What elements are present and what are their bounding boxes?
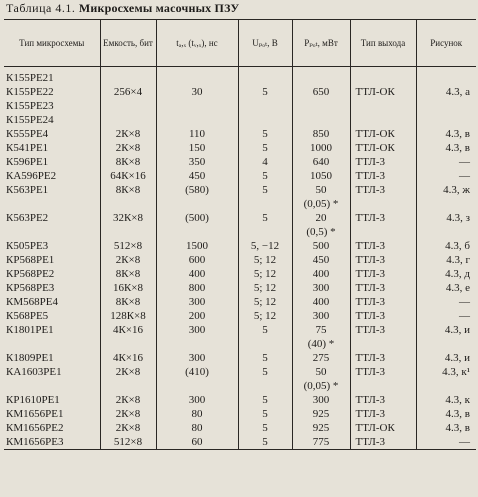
cell-output-type: ТТЛ-3: [350, 295, 416, 309]
cell-output-type: [350, 99, 416, 113]
table-row: [4, 309, 476, 323]
cell-capacity: 8К×8: [100, 155, 156, 169]
cell-capacity: [100, 67, 156, 86]
table-row: [4, 365, 476, 379]
table-row: [4, 225, 476, 239]
cell-figure: [416, 113, 476, 127]
cell-voltage: [238, 99, 292, 113]
table-row: [4, 127, 476, 141]
cell-power: 300: [292, 393, 350, 407]
cell-access-time: [156, 99, 238, 113]
cell-capacity: 128К×8: [100, 309, 156, 323]
cell-figure: 4.3, в: [416, 141, 476, 155]
cell-figure: 4.3, к¹: [416, 365, 476, 379]
cell-figure: —: [416, 295, 476, 309]
cell-power: 400: [292, 295, 350, 309]
cell-voltage: 5: [238, 183, 292, 197]
cell-capacity: 32К×8: [100, 211, 156, 225]
cell-capacity: 4К×16: [100, 351, 156, 365]
cell-voltage: 5: [238, 421, 292, 435]
cell-voltage: [238, 197, 292, 211]
cell-figure: [416, 225, 476, 239]
cell-figure: 4.3, и: [416, 351, 476, 365]
cell-type: КМ568РЕ4: [6, 296, 58, 308]
cell-output-type: ТТЛ-3: [350, 169, 416, 183]
cell-capacity: [100, 99, 156, 113]
cell-access-time: 30: [156, 85, 238, 99]
cell-voltage: 5; 12: [238, 309, 292, 323]
cell-figure: 4.3, в: [416, 127, 476, 141]
cell-figure: 4.3, д: [416, 267, 476, 281]
cell-figure: 4.3, а: [416, 85, 476, 99]
cell-power: [292, 99, 350, 113]
cell-voltage: 5: [238, 85, 292, 99]
cell-power: (0,5) *: [292, 225, 350, 239]
cell-voltage: 5; 12: [238, 295, 292, 309]
table-row: [4, 113, 476, 127]
table-row: [4, 351, 476, 365]
cell-voltage: 5; 12: [238, 281, 292, 295]
cell-type: К563РЕ2: [6, 212, 49, 224]
cell-power: (0,05) *: [292, 197, 350, 211]
cell-voltage: 5: [238, 351, 292, 365]
cell-capacity: 4К×16: [100, 323, 156, 337]
cell-access-time: 60: [156, 435, 238, 450]
cell-power: 925: [292, 421, 350, 435]
table-row: [4, 85, 476, 99]
cell-output-type: [350, 113, 416, 127]
cell-power: 775: [292, 435, 350, 450]
table-row: [4, 239, 476, 253]
cell-figure: 4.3, б: [416, 239, 476, 253]
cell-capacity: [100, 379, 156, 393]
table-row: [4, 155, 476, 169]
header-power: Pₚₒₜ, мВт: [292, 20, 350, 67]
table-row: [4, 281, 476, 295]
cell-access-time: 600: [156, 253, 238, 267]
cell-power: 400: [292, 267, 350, 281]
cell-power: 925: [292, 407, 350, 421]
cell-output-type: ТТЛ-3: [350, 183, 416, 197]
cell-figure: 4.3, е: [416, 281, 476, 295]
cell-power: 50: [292, 365, 350, 379]
cell-capacity: 2К×8: [100, 127, 156, 141]
header-capacity: Емкость, бит: [100, 20, 156, 67]
cell-figure: —: [416, 309, 476, 323]
table-row: [4, 337, 476, 351]
cell-figure: 4.3, в: [416, 421, 476, 435]
cell-type: К555РЕ4: [6, 128, 49, 140]
cell-voltage: 5, −12: [238, 239, 292, 253]
cell-figure: 4.3, в: [416, 407, 476, 421]
cell-voltage: 5: [238, 141, 292, 155]
cell-capacity: [100, 113, 156, 127]
table-row: [4, 267, 476, 281]
table-row: [4, 141, 476, 155]
cell-output-type: ТТЛ-3: [350, 253, 416, 267]
cell-output-type: ТТЛ-ОК: [350, 127, 416, 141]
header-voltage: Uₚₒₜ, В: [238, 20, 292, 67]
table-row: [4, 435, 476, 450]
table-row: [4, 379, 476, 393]
cell-type: КА596РЕ2: [6, 170, 57, 182]
header-figure: Рисунок: [416, 20, 476, 67]
cell-access-time: 350: [156, 155, 238, 169]
table-header-row: [4, 20, 476, 67]
cell-type: К568РЕ5: [6, 310, 49, 322]
cell-figure: 4.3, г: [416, 253, 476, 267]
cell-capacity: [100, 197, 156, 211]
cell-figure: [416, 379, 476, 393]
cell-capacity: 8К×8: [100, 183, 156, 197]
cell-voltage: 5: [238, 435, 292, 450]
cell-access-time: [156, 225, 238, 239]
cell-output-type: [350, 337, 416, 351]
table-row: [4, 393, 476, 407]
cell-type: КА1603РЕ1: [6, 366, 62, 378]
cell-type: КР568РЕ1: [6, 254, 55, 266]
rom-chips-table: [4, 19, 476, 450]
cell-capacity: 64К×16: [100, 169, 156, 183]
cell-figure: —: [416, 169, 476, 183]
cell-capacity: [100, 225, 156, 239]
cell-figure: 4.3, к: [416, 393, 476, 407]
cell-type: К563РЕ1: [6, 184, 49, 196]
cell-capacity: 16К×8: [100, 281, 156, 295]
cell-power: 500: [292, 239, 350, 253]
cell-voltage: [238, 67, 292, 86]
table-row: [4, 183, 476, 197]
cell-voltage: [238, 113, 292, 127]
cell-figure: —: [416, 155, 476, 169]
cell-voltage: 5: [238, 393, 292, 407]
cell-power: 50: [292, 183, 350, 197]
cell-type: К155РЕ24: [6, 114, 54, 126]
cell-access-time: [156, 379, 238, 393]
table-row: [4, 295, 476, 309]
cell-power: 650: [292, 85, 350, 99]
cell-output-type: ТТЛ-3: [350, 309, 416, 323]
cell-output-type: ТТЛ-3: [350, 211, 416, 225]
cell-type: К155РЕ22: [6, 86, 54, 98]
table-row: [4, 169, 476, 183]
cell-output-type: [350, 225, 416, 239]
cell-access-time: 1500: [156, 239, 238, 253]
cell-figure: [416, 67, 476, 86]
cell-voltage: 5: [238, 407, 292, 421]
cell-capacity: [100, 337, 156, 351]
table-row: [4, 407, 476, 421]
cell-power: 75: [292, 323, 350, 337]
cell-output-type: ТТЛ-ОК: [350, 85, 416, 99]
table-row: [4, 99, 476, 113]
cell-output-type: ТТЛ-3: [350, 155, 416, 169]
cell-capacity: 512×8: [100, 239, 156, 253]
cell-power: 640: [292, 155, 350, 169]
cell-access-time: 300: [156, 393, 238, 407]
cell-voltage: 5: [238, 211, 292, 225]
table-number: Таблица 4.1.: [6, 1, 76, 15]
cell-type: [4, 379, 100, 393]
cell-power: 275: [292, 351, 350, 365]
table-row: [4, 323, 476, 337]
cell-access-time: (410): [156, 365, 238, 379]
cell-access-time: [156, 67, 238, 86]
cell-voltage: 5: [238, 127, 292, 141]
cell-type: КР568РЕ3: [6, 282, 55, 294]
cell-type: КР1610РЕ1: [6, 394, 60, 406]
cell-figure: [416, 197, 476, 211]
cell-figure: [416, 337, 476, 351]
cell-voltage: 5: [238, 365, 292, 379]
cell-access-time: 80: [156, 421, 238, 435]
cell-output-type: ТТЛ-3: [350, 435, 416, 450]
cell-access-time: 300: [156, 323, 238, 337]
cell-access-time: (500): [156, 211, 238, 225]
cell-output-type: [350, 379, 416, 393]
cell-figure: 4.3, з: [416, 211, 476, 225]
cell-access-time: 150: [156, 141, 238, 155]
cell-capacity: 8К×8: [100, 267, 156, 281]
cell-type: КР568РЕ2: [6, 268, 55, 280]
cell-power: 1000: [292, 141, 350, 155]
table-body: [4, 67, 476, 450]
table-row: [4, 211, 476, 225]
cell-output-type: ТТЛ-3: [350, 281, 416, 295]
cell-capacity: 2К×8: [100, 365, 156, 379]
cell-access-time: 800: [156, 281, 238, 295]
cell-figure: 4.3, и: [416, 323, 476, 337]
table-row: [4, 197, 476, 211]
cell-access-time: 400: [156, 267, 238, 281]
table-row: [4, 67, 476, 86]
cell-figure: —: [416, 435, 476, 450]
cell-power: 850: [292, 127, 350, 141]
cell-access-time: (580): [156, 183, 238, 197]
cell-capacity: 2К×8: [100, 253, 156, 267]
cell-output-type: [350, 197, 416, 211]
cell-access-time: 300: [156, 295, 238, 309]
cell-capacity: 2К×8: [100, 407, 156, 421]
cell-access-time: 450: [156, 169, 238, 183]
table-row: [4, 421, 476, 435]
cell-access-time: 200: [156, 309, 238, 323]
header-access-time: tₐ,ₓ (tᵥ,ₓ), нс: [156, 20, 238, 67]
cell-type: К155РЕ23: [6, 100, 54, 112]
cell-output-type: ТТЛ-ОК: [350, 421, 416, 435]
cell-power: 20: [292, 211, 350, 225]
cell-power: 300: [292, 281, 350, 295]
cell-type: КМ1656РЕ2: [6, 422, 64, 434]
cell-access-time: 300: [156, 351, 238, 365]
cell-power: [292, 113, 350, 127]
cell-type: [4, 225, 100, 239]
cell-access-time: 110: [156, 127, 238, 141]
cell-type: КМ1656РЕ3: [4, 435, 100, 450]
cell-power: [292, 67, 350, 86]
cell-output-type: ТТЛ-3: [350, 323, 416, 337]
cell-voltage: [238, 337, 292, 351]
cell-output-type: ТТЛ-3: [350, 365, 416, 379]
cell-type: К1809РЕ1: [6, 352, 54, 364]
cell-access-time: [156, 337, 238, 351]
cell-power: 450: [292, 253, 350, 267]
cell-capacity: 2К×8: [100, 393, 156, 407]
cell-power: (0,05) *: [292, 379, 350, 393]
table-row: [4, 253, 476, 267]
table-caption: [6, 1, 239, 16]
table-title: Микросхемы масочных ПЗУ: [78, 1, 240, 15]
cell-access-time: [156, 197, 238, 211]
cell-power: 1050: [292, 169, 350, 183]
cell-voltage: 5: [238, 323, 292, 337]
cell-voltage: [238, 225, 292, 239]
cell-voltage: 5; 12: [238, 253, 292, 267]
cell-output-type: ТТЛ-ОК: [350, 141, 416, 155]
cell-voltage: 5; 12: [238, 267, 292, 281]
cell-type: К541РЕ1: [6, 142, 49, 154]
cell-type: КМ1656РЕ1: [6, 408, 64, 420]
cell-capacity: 2К×8: [100, 141, 156, 155]
cell-type: К596РЕ1: [6, 156, 49, 168]
cell-voltage: 4: [238, 155, 292, 169]
cell-capacity: 2К×8: [100, 421, 156, 435]
cell-capacity: 512×8: [100, 435, 156, 450]
cell-access-time: 80: [156, 407, 238, 421]
cell-output-type: ТТЛ-3: [350, 267, 416, 281]
cell-output-type: ТТЛ-3: [350, 351, 416, 365]
cell-figure: [416, 99, 476, 113]
cell-capacity: 256×4: [100, 85, 156, 99]
cell-voltage: 5: [238, 169, 292, 183]
header-type: Тип микросхемы: [4, 20, 100, 67]
cell-capacity: 8К×8: [100, 295, 156, 309]
cell-access-time: [156, 113, 238, 127]
cell-type: К155РЕ21: [6, 72, 54, 84]
cell-output-type: ТТЛ-3: [350, 393, 416, 407]
cell-type: [4, 197, 100, 211]
cell-output-type: ТТЛ-3: [350, 407, 416, 421]
cell-type: К505РЕ3: [6, 240, 49, 252]
cell-power: 300: [292, 309, 350, 323]
cell-power: (40) *: [292, 337, 350, 351]
cell-type: К1801РЕ1: [6, 324, 54, 336]
cell-output-type: ТТЛ-3: [350, 239, 416, 253]
cell-output-type: [350, 67, 416, 86]
cell-figure: 4.3, ж: [416, 183, 476, 197]
cell-type: [4, 337, 100, 351]
cell-voltage: [238, 379, 292, 393]
header-output-type: Тип выхода: [350, 20, 416, 67]
